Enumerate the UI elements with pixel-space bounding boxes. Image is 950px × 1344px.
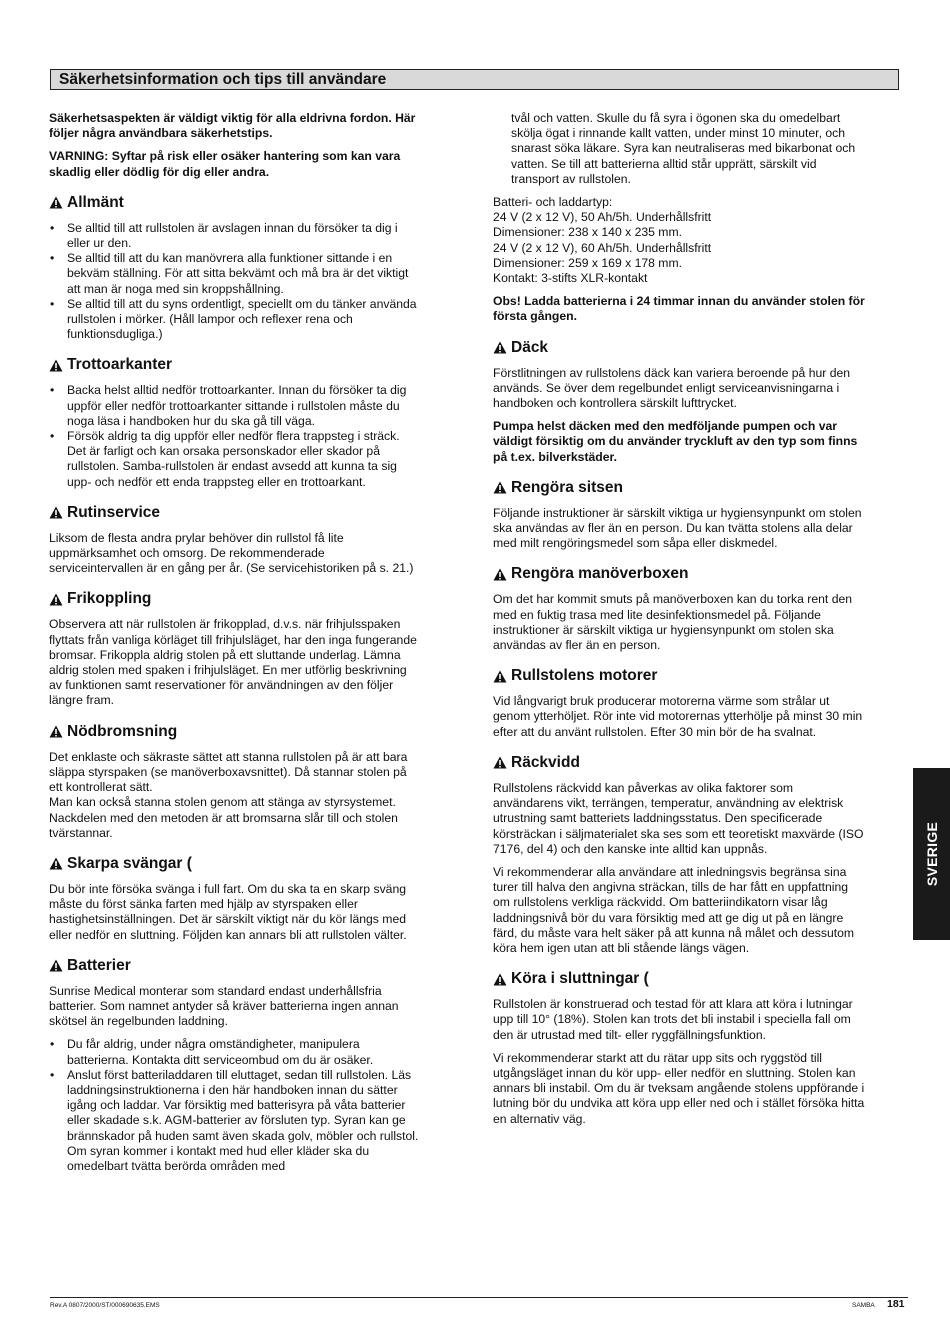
body-text: Rullstolens räckvidd kan påverkas av olika faktorer som användarens vikt, terrängen, temperatur, användning av elektrisk utrustning samt batteriets laddningsstatus. Den specificerade körsträckan i säljmaterialet ska ses som ett teoretiskt maxvärde (ISO 7176, del 4) och den kanske inte alltid kan uppnås. — [493, 780, 864, 856]
warning-definition: VARNING: Syftar på risk eller osäker hantering som kan vara skadlig eller dödlig för dig eller andra. — [49, 149, 401, 179]
bold-note: Pumpa helst däcken med den medföljande pumpen och var väldigt försiktig om du använder tryckluft av den typ som finns på t.ex. bilverkstäder. — [493, 419, 858, 464]
page-title: Säkerhetsinformation och tips till användare — [59, 71, 387, 88]
warning-icon — [49, 959, 63, 972]
battery-spec-line: Kontakt: 3-stifts XLR-kontakt — [493, 271, 648, 286]
body-text: tvål och vatten. Skulle du få syra i ögonen ska du omedelbart skölja ögat i rinnande kallt vatten, under minst 10 minuter, och snarast söka läkare. Syra kan neutraliseras med bikarbonat och vatten. Se till att batterierna alltid står upprätt, särskilt vid transport av rullstolen. — [511, 111, 856, 186]
body-text: Rullstolen är konstruerad och testad för att klara att köra i lutningar upp till 10° (18%). Stolen kan trots det bli instabil i speciella fall om den är utrustad med tilt- eller ryggfällningsfunktion. — [493, 997, 853, 1042]
heading-rutin: Rutinservice — [49, 504, 421, 522]
section-skarpa — [49, 855, 421, 943]
left-column — [49, 111, 421, 1184]
body-text: Sunrise Medical monterar som standard endast underhållsfria batterier. Som namnet antyder så kräver batterierna ingen annan skötsel än regelbunden laddning. — [49, 983, 399, 1029]
warning-icon — [49, 196, 63, 209]
warning-icon — [49, 725, 63, 738]
footer-revision: Rev.A 0807/2000/ST/000690635.EMS — [50, 1302, 160, 1309]
language-side-tab — [913, 768, 950, 940]
body-text: Vi rekommenderar starkt att du rätar upp sits och ryggstöd till utgångsläget innan du kör upp- eller nedför en sluttning. Stolen kan annars bli instabil. Om du är tveksam angående stolens uppförande i lutning bör du undvika att köra upp eller ned och i stället försöka hitta en alternativ väg. — [493, 1050, 865, 1126]
body-text: Observera att när rullstolen är frikopplad, d.v.s. när frihjulsspaken flyttats från vanliga körläget till frihjulsläget, har den inga fungerande bromsar. Frikoppla aldrig stolen på ett sluttande underlag. Lämna aldrig stolen med spaken i frihjulsläget. En mer utförlig beskrivning av funktionen samt reservationer för användningen av den följer längre fram. — [49, 617, 417, 708]
battery-specs — [493, 195, 865, 286]
heading-manover: Rengöra manöverboxen — [493, 565, 865, 583]
body-text: Det enklaste och säkraste sättet att stanna rullstolen på är att bara släppa styrspaken (se manöverboxavsnittet). Då stannar stolen på ett kontrollerat sätt. — [49, 749, 408, 795]
section-trottoar — [49, 356, 421, 489]
section-sluttningar — [493, 970, 865, 1127]
warning-icon — [49, 506, 63, 519]
heading-nodbromsning: Nödbromsning — [49, 723, 421, 741]
list-item: • Anslut först batteriladdaren till eluttaget, sedan till rullstolen. Läs laddningsinstruktionerna i den här handboken innan du sätter igång och laddar. Var försiktig med batterisyra på våta batterier eller skadade s.k. AGM-batterier av försluten typ. Syran kan ge brännskador på huden samt även skada golv, möbler och rullstol. Om syran kommer i kontakt med hud eller kläder ska du omedelbart tvätta berörda områden med — [49, 1068, 421, 1174]
section-rutin — [49, 504, 421, 577]
battery-spec-line: 24 V (2 x 12 V), 60 Ah/5h. Underhållsfritt — [493, 240, 712, 255]
list-item: • Se alltid till att du syns ordentligt, speciellt om du tänker använda rullstolen i mörker. (Håll lampor och reflexer rena och funktionsdugliga.) — [49, 297, 421, 343]
heading-sitsen: Rengöra sitsen — [493, 479, 865, 497]
warning-icon — [493, 973, 507, 986]
obs-note: Obs! Ladda batterierna i 24 timmar innan du använder stolen för första gången. — [493, 294, 865, 324]
warning-icon — [49, 857, 63, 870]
list-item: • Försök aldrig ta dig uppför eller nedför flera trappsteg i sträck. Det är farligt och kan orsaka personskador eller skador på rullstolen. Samba-rullstolen är endast avsedd att kunna ta sig upp- och nedför ett enda trappsteg eller en trottoarkant. — [49, 429, 421, 490]
body-text: Vi rekommenderar alla användare att inledningsvis begränsa sina turer till halva den angivna sträckan, tills de har fått en uppfattning om rullstolens verkliga räckvidd. Om batteriindikatorn visar låg laddningsnivå bör du vara försiktig med att ge dig ut på en längre färd, du måste vara helt säker på att kunna nå målet och dessutom köra hem igen utan att bli stående längs vägen. — [493, 864, 855, 955]
footer-brand: SAMBA — [852, 1302, 875, 1309]
heading-sluttningar: Köra i sluttningar ( — [493, 970, 865, 988]
body-text: Följande instruktioner är särskilt viktiga ur hygiensynpunkt om stolen ska användas av fler än en person. Du kan tvätta stolens alla delar med milt rengöringsmedel som såpa eller diskmedel. — [493, 505, 862, 551]
heading-skarpa: Skarpa svängar ( — [49, 855, 421, 873]
body-text: Du bör inte försöka svänga i full fart. Om du ska ta en skarp sväng måste du först sänka farten med hjälp av styrspaken eller hastighetsinställningen. Det är särskilt viktigt när du kör längs med eller nedför en sluttning. Följden kan annars bli att rullstolen välter. — [49, 881, 407, 942]
section-batterier — [49, 957, 421, 1174]
section-dack — [493, 339, 865, 465]
list-item: • Du får aldrig, under några omständigheter, manipulera batterierna. Kontakta ditt serviceombud om du är osäker. — [49, 1037, 421, 1067]
body-text: Om det har kommit smuts på manöverboxen kan du torka rent den med en fuktig trasa med lite desinfektionsmedel på. Följande instruktioner är särskilt viktiga ur hygiensynpunkt om stolen ska användas av fler än en person. — [493, 592, 853, 653]
warning-icon — [493, 670, 507, 683]
body-text: Liksom de flesta andra prylar behöver din rullstol få lite uppmärksamhet och omsorg. De rekommenderade serviceintervallen är en gång per år. (Se servicehistoriken på s. 21.) — [49, 530, 414, 576]
body-text: Vid långvarigt bruk producerar motorerna värme som strålar ut genom ytterhöljet. Rör inte vid motorernas ytterhölje på minst 30 min efter att du använt rullstolen. Efter 30 min bör de ha svalnat. — [493, 694, 863, 739]
body-text: Man kan också stanna stolen genom att stänga av styrsystemet. Nackdelen med den metoden är att bromsarna slår till och stolen tvärstannar. — [49, 795, 398, 840]
heading-allmant: Allmänt — [49, 194, 421, 212]
section-sitsen — [493, 479, 865, 552]
warning-icon — [493, 341, 507, 354]
heading-rackvidd: Räckvidd — [493, 754, 865, 772]
right-column — [493, 111, 865, 1135]
side-tab-label: SVERIGE — [923, 821, 940, 887]
body-text: Förstlitningen av rullstolens däck kan variera beroende på hur den används. Se över dem regelbundet enligt serviceanvisningarna i handboken och kontrollera särskilt lufttrycket. — [493, 365, 851, 411]
heading-dack: Däck — [493, 339, 865, 357]
heading-motorer: Rullstolens motorer — [493, 667, 865, 685]
section-motorer — [493, 667, 865, 740]
section-title-bar — [50, 69, 899, 90]
warning-icon — [493, 568, 507, 581]
heading-batterier: Batterier — [49, 957, 421, 975]
footer-rule — [50, 1297, 908, 1298]
section-allmant — [49, 194, 421, 343]
intro-text: Säkerhetsaspekten är väldigt viktig för alla eldrivna fordon. Här följer några användbara säkerhetstips. — [49, 111, 416, 141]
section-rackvidd — [493, 754, 865, 956]
warning-icon — [49, 593, 63, 606]
section-manover — [493, 565, 865, 653]
battery-spec-line: 24 V (2 x 12 V), 50 Ah/5h. Underhållsfritt — [493, 210, 712, 225]
page-number: 181 — [887, 1298, 905, 1310]
list-item: • Backa helst alltid nedför trottoarkanter. Innan du försöker ta dig uppför eller nedför trottoarkanter sittande i rullstolen måste du noga läsa i handboken hur du ska gå till väga. — [49, 383, 421, 429]
warning-icon — [493, 481, 507, 494]
section-nodbromsning — [49, 723, 421, 841]
list-item: • Se alltid till att rullstolen är avslagen innan du försöker ta dig i eller ur den. — [49, 221, 421, 251]
battery-spec-line: Dimensioner: 259 x 169 x 178 mm. — [493, 255, 682, 270]
section-frikoppling — [49, 590, 421, 708]
battery-spec-line: Dimensioner: 238 x 140 x 235 mm. — [493, 225, 682, 240]
warning-icon — [49, 359, 63, 372]
heading-trottoar: Trottoarkanter — [49, 356, 421, 374]
list-item: • Se alltid till att du kan manövrera alla funktioner sittande i en bekväm ställning. För att sitta bekvämt och må bra är det viktigt att man är noga med sin kroppshållning. — [49, 251, 421, 297]
battery-spec-line: Batteri- och laddartyp: — [493, 195, 613, 210]
heading-frikoppling: Frikoppling — [49, 590, 421, 608]
warning-icon — [493, 756, 507, 769]
